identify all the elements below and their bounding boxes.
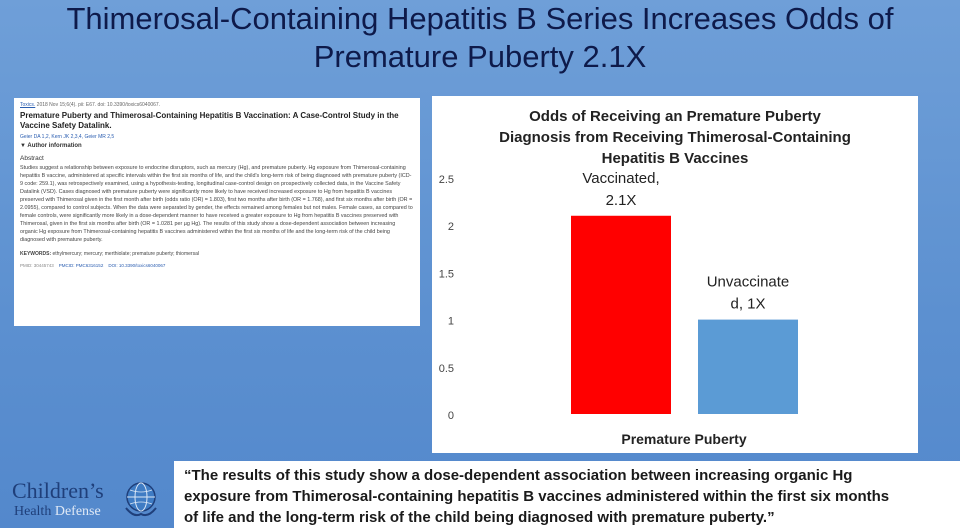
x-axis-label: Premature Puberty [621, 431, 747, 447]
bar-data-label: 2.1X [605, 191, 637, 209]
y-tick-label: 2 [447, 221, 454, 234]
citation-journal-link[interactable]: Toxics. [20, 102, 36, 108]
quote-line-1: “The results of this study show a dose-dependent association between increasing organic Hg [184, 467, 853, 484]
author-information-label: Author information [27, 143, 82, 149]
article-authors[interactable]: Geier DA 1,2, Kern JK 2,3,4, Geier MR 2,5 [20, 134, 115, 140]
slide-title [0, 0, 960, 76]
bar [698, 320, 798, 414]
citation-details: 2018 Nov 15;6(4). pii: E67. doi: 10.3390/toxics6040067. [35, 102, 161, 108]
y-tick-label: 2.5 [438, 174, 454, 186]
chart-title [452, 106, 898, 169]
chart-title-line-2: Diagnosis from Receiving Thimerosal-Containing [499, 129, 851, 146]
logo-text-line-2 [14, 504, 101, 520]
logo-text-line-1: Children’s [12, 478, 104, 503]
pmid: PMID: 30445743 [20, 263, 54, 268]
abstract-heading: Abstract [20, 155, 44, 162]
childrens-health-defense-logo [12, 478, 162, 524]
logo-text-health: Health [14, 504, 55, 519]
keywords [20, 251, 414, 257]
chart-title-line-3: Hepatitis B Vaccines [601, 150, 749, 167]
doi-link[interactable]: DOI: 10.3390/toxics6040067 [108, 263, 166, 268]
abstract-text: Studies suggest a relationship between exposure to endocrine disruptors, such as mercury (Hg), and premature puberty. Hg exposure from Thimerosal-containing hepatitis B vaccine, administered at specific intervals within the first six months of life, and the child's long-term risk of being diagnosed with premature puberty (ICD-9 code: 259.1), was retrospectively examined, using a hypothesis-testing, longitudinal case-control design on prospectively collected data, in the Vaccine Safety Datalink (VSD). Cases diagnosed with premature puberty were significantly more likely to have received increased exposure to Hg from hepatitis B vaccines preserved with Thimerosal given in the first month after birth (odds ratio (OR) = 1.803), first two months after birth (OR = 1.768), and first six months after birth (OR = 2.0955), compared to control subjects. When the data were separated by gender, the effects remained among females but not males. Female cases, as compared to female controls, were significantly more likely in a dose-dependent manner to have received a greater exposure to Hg from hepatitis B vaccines preserved with Thimerosal, given in the first six months after birth (OR = 1.0281 per µg Hg). The results of this study show a dose-dependent association between increasing organic Hg exposure from Thimerosal-containing hepatitis B vaccines administered within the first six months of life and the long-term risk of the child being diagnosed with premature puberty. [20, 165, 413, 243]
y-tick-label: 1 [447, 315, 454, 328]
bar-data-label: d, 1X [730, 295, 766, 313]
article-identifiers [20, 263, 414, 268]
y-tick-label: 0 [447, 410, 454, 422]
citation [20, 102, 414, 108]
y-tick-label: 0.5 [438, 362, 454, 375]
quote-line-2: exposure from Thimerosal-containing hepatitis B vaccines administered within the first six months [184, 488, 890, 505]
author-information-toggle[interactable]: ▼ Author information [20, 143, 82, 149]
slide-title-line-2: Premature Puberty 2.1X [313, 39, 647, 74]
quote-box [174, 461, 960, 528]
globe-hands-icon [124, 480, 158, 520]
bar-data-label: Unvaccinate [706, 273, 790, 291]
keywords-list: ethylmercury; mercury; merthiolate; premature puberty; thiomersal [51, 251, 199, 257]
chart-panel [432, 96, 918, 453]
bar [571, 216, 671, 414]
logo-text-defense: Defense [54, 504, 101, 519]
quote-line-3: of life and the long-term risk of the child being diagnosed with premature puberty.” [184, 509, 775, 526]
bar-data-label: Vaccinated, [582, 169, 660, 187]
pmcid-link[interactable]: PMCID: PMC6316152 [58, 263, 104, 268]
chart-title-line-1: Odds of Receiving an Premature Puberty [529, 108, 821, 125]
article-title: Premature Puberty and Thimerosal-Containing Hepatitis B Vaccination: A Case-Control Study in the Vaccine Safety Datalink. [20, 111, 399, 130]
slide-title-line-1: Thimerosal-Containing Hepatitis B Series Increases Odds of [66, 1, 894, 36]
abstract-panel [14, 98, 420, 326]
keywords-label: KEYWORDS: [20, 251, 52, 257]
y-tick-label: 1.5 [438, 268, 454, 281]
